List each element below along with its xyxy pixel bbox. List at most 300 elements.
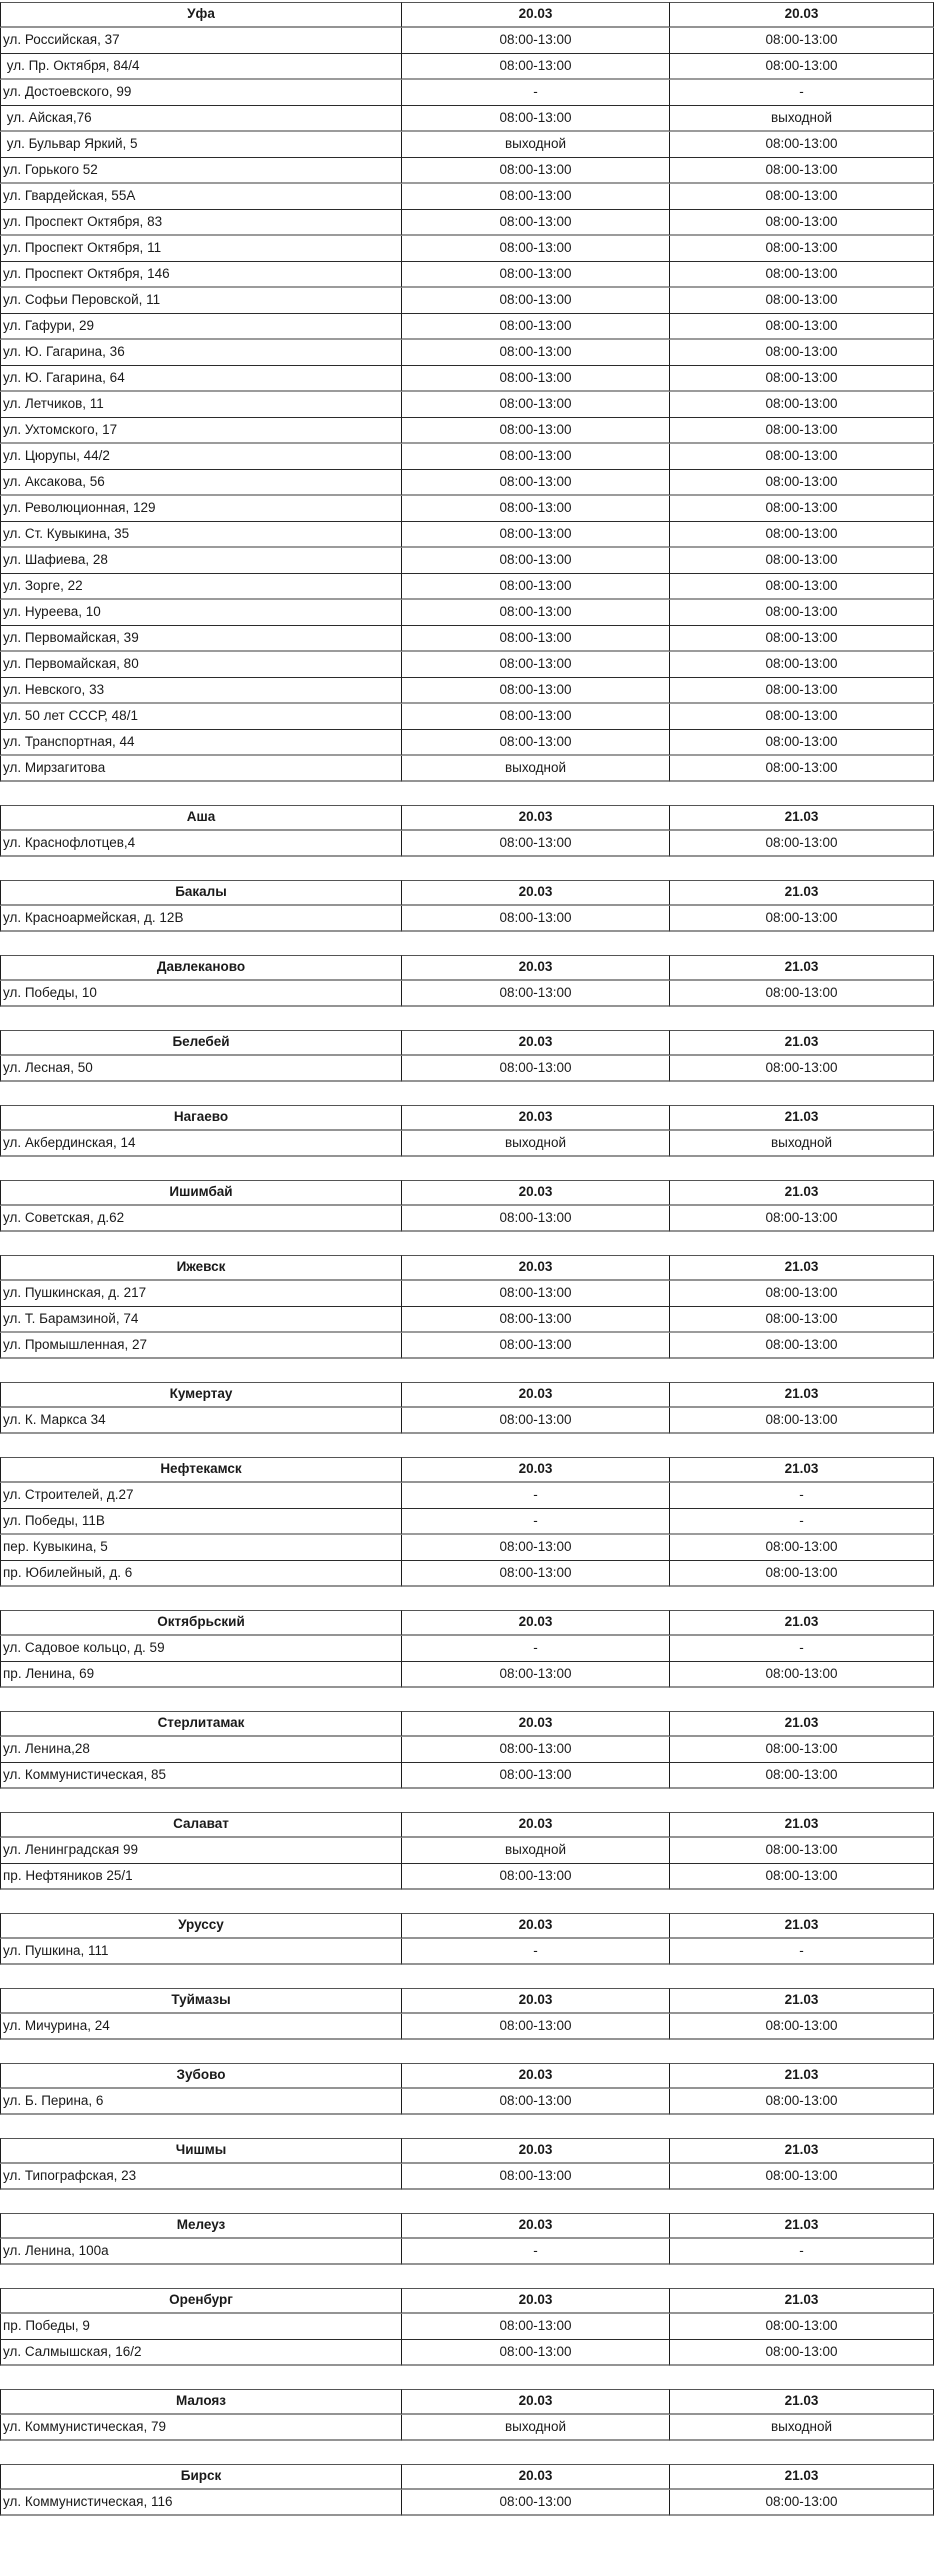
table-header-row: [0, 2213, 934, 2239]
table-row: [0, 756, 934, 782]
date-header-2: 21.03: [670, 955, 934, 981]
table-header-row: [0, 1030, 934, 1056]
city-name-header: Уфа: [0, 2, 402, 28]
hours-cell-1: 08:00-13:00: [402, 678, 670, 704]
hours-cell-1: 08:00-13:00: [402, 2340, 670, 2366]
table-row: [0, 2239, 934, 2265]
hours-cell-1: 08:00-13:00: [402, 1206, 670, 1232]
table-row: [0, 184, 934, 210]
address-cell: ул. Б. Перина, 6: [0, 2089, 402, 2115]
address-cell: ул. Промышленная, 27: [0, 1333, 402, 1359]
city-name-header: Салават: [0, 1812, 402, 1838]
date-header-1: 20.03: [402, 2138, 670, 2164]
date-header-2: 21.03: [670, 2464, 934, 2490]
address-cell: пер. Кувыкина, 5: [0, 1535, 402, 1561]
table-row: [0, 418, 934, 444]
address-cell: ул. Пушкина, 111: [0, 1939, 402, 1965]
table-row: [0, 54, 934, 80]
table-header-row: [0, 1180, 934, 1206]
table-row: [0, 1509, 934, 1535]
hours-cell-1: 08:00-13:00: [402, 1333, 670, 1359]
table-row: [0, 496, 934, 522]
hours-cell-1: 08:00-13:00: [402, 288, 670, 314]
table-row: [0, 340, 934, 366]
table-header-row: [0, 1457, 934, 1483]
city-name-header: Зубово: [0, 2063, 402, 2089]
address-cell: ул. Шафиева, 28: [0, 548, 402, 574]
hours-cell-1: выходной: [402, 1131, 670, 1157]
hours-cell-2: 08:00-13:00: [670, 470, 934, 496]
address-cell: ул. Зорге, 22: [0, 574, 402, 600]
city-name-header: Ижевск: [0, 1255, 402, 1281]
hours-cell-2: 08:00-13:00: [670, 2340, 934, 2366]
city-name-header: Бакалы: [0, 880, 402, 906]
table-row: [0, 2340, 934, 2366]
address-cell: ул. Мичурина, 24: [0, 2014, 402, 2040]
city-name-header: Нагаево: [0, 1105, 402, 1131]
table-row: [0, 1561, 934, 1587]
table-row: [0, 158, 934, 184]
address-cell: ул. Айская,76: [0, 106, 402, 132]
table-row: [0, 2490, 934, 2516]
table-row: [0, 2415, 934, 2441]
hours-cell-2: 08:00-13:00: [670, 600, 934, 626]
table-row: [0, 574, 934, 600]
date-header-1: 20.03: [402, 2389, 670, 2415]
hours-cell-2: 08:00-13:00: [670, 1763, 934, 1789]
table-row: [0, 28, 934, 54]
table-header-row: [0, 1988, 934, 2014]
city-schedule-table-Белебей: [0, 1030, 934, 1082]
address-cell: ул. Ленина,28: [0, 1737, 402, 1763]
hours-cell-1: 08:00-13:00: [402, 444, 670, 470]
city-name-header: Ишимбай: [0, 1180, 402, 1206]
hours-cell-2: 08:00-13:00: [670, 366, 934, 392]
city-schedule-table-Салават: [0, 1812, 934, 1890]
hours-cell-2: 08:00-13:00: [670, 54, 934, 80]
table-row: [0, 1763, 934, 1789]
hours-cell-1: 08:00-13:00: [402, 831, 670, 857]
city-schedule-table-Нефтекамск: [0, 1457, 934, 1587]
hours-cell-2: 08:00-13:00: [670, 1333, 934, 1359]
hours-cell-1: 08:00-13:00: [402, 2014, 670, 2040]
hours-cell-2: 08:00-13:00: [670, 1535, 934, 1561]
address-cell: ул. Гафури, 29: [0, 314, 402, 340]
date-header-2: 21.03: [670, 1255, 934, 1281]
hours-cell-2: 08:00-13:00: [670, 906, 934, 932]
hours-cell-1: 08:00-13:00: [402, 574, 670, 600]
date-header-2: 21.03: [670, 2389, 934, 2415]
date-header-1: 20.03: [402, 880, 670, 906]
address-cell: ул. Пр. Октября, 84/4: [0, 54, 402, 80]
table-header-row: [0, 880, 934, 906]
city-name-header: Аша: [0, 805, 402, 831]
hours-cell-2: 08:00-13:00: [670, 1307, 934, 1333]
address-cell: ул. Пушкинская, д. 217: [0, 1281, 402, 1307]
date-header-1: 20.03: [402, 805, 670, 831]
address-cell: ул. Ю. Гагарина, 64: [0, 366, 402, 392]
hours-cell-2: 08:00-13:00: [670, 340, 934, 366]
hours-cell-1: 08:00-13:00: [402, 2164, 670, 2190]
address-cell: ул. Краснофлотцев,4: [0, 831, 402, 857]
date-header-2: 21.03: [670, 2213, 934, 2239]
table-row: [0, 548, 934, 574]
date-header-1: 20.03: [402, 1105, 670, 1131]
hours-cell-2: 08:00-13:00: [670, 132, 934, 158]
hours-cell-1: 08:00-13:00: [402, 184, 670, 210]
city-schedule-table-Давлеканово: [0, 955, 934, 1007]
city-schedule-table-Нагаево: [0, 1105, 934, 1157]
date-header-2: 21.03: [670, 1457, 934, 1483]
table-header-row: [0, 2063, 934, 2089]
date-header-2: 21.03: [670, 1610, 934, 1636]
hours-cell-1: 08:00-13:00: [402, 1281, 670, 1307]
date-header-1: 20.03: [402, 955, 670, 981]
address-cell: ул. Победы, 10: [0, 981, 402, 1007]
date-header-1: 20.03: [402, 2, 670, 28]
city-name-header: Чишмы: [0, 2138, 402, 2164]
hours-cell-1: выходной: [402, 1838, 670, 1864]
table-row: [0, 1056, 934, 1082]
address-cell: ул. Софьи Перовской, 11: [0, 288, 402, 314]
city-name-header: Оренбург: [0, 2288, 402, 2314]
city-schedule-table-Туймазы: [0, 1988, 934, 2040]
hours-cell-1: 08:00-13:00: [402, 418, 670, 444]
date-header-2: 21.03: [670, 1382, 934, 1408]
table-row: [0, 1333, 934, 1359]
city-schedule-table-Мелеуз: [0, 2213, 934, 2265]
table-row: [0, 2014, 934, 2040]
address-cell: ул. Цюрупы, 44/2: [0, 444, 402, 470]
hours-cell-1: 08:00-13:00: [402, 314, 670, 340]
hours-cell-1: 08:00-13:00: [402, 522, 670, 548]
hours-cell-1: -: [402, 1939, 670, 1965]
table-row: [0, 704, 934, 730]
hours-cell-1: -: [402, 1636, 670, 1662]
date-header-2: 21.03: [670, 2288, 934, 2314]
table-row: [0, 1131, 934, 1157]
city-schedule-table-Аша: [0, 805, 934, 857]
address-cell: ул. Гвардейская, 55А: [0, 184, 402, 210]
hours-cell-2: выходной: [670, 2415, 934, 2441]
hours-cell-1: 08:00-13:00: [402, 600, 670, 626]
address-cell: пр. Юбилейный, д. 6: [0, 1561, 402, 1587]
table-row: [0, 600, 934, 626]
city-name-header: Туймазы: [0, 1988, 402, 2014]
table-row: [0, 1737, 934, 1763]
hours-cell-1: 08:00-13:00: [402, 626, 670, 652]
city-schedule-table-Ишимбай: [0, 1180, 934, 1232]
address-cell: пр. Ленина, 69: [0, 1662, 402, 1688]
hours-cell-2: 08:00-13:00: [670, 444, 934, 470]
city-schedule-table-Уфа: [0, 2, 934, 782]
address-cell: ул. Коммунистическая, 85: [0, 1763, 402, 1789]
hours-cell-2: -: [670, 1939, 934, 1965]
hours-cell-2: 08:00-13:00: [670, 2014, 934, 2040]
hours-cell-2: 08:00-13:00: [670, 2490, 934, 2516]
hours-cell-1: 08:00-13:00: [402, 262, 670, 288]
table-row: [0, 1535, 934, 1561]
address-cell: ул. К. Маркса 34: [0, 1408, 402, 1434]
address-cell: ул. Победы, 11В: [0, 1509, 402, 1535]
table-row: [0, 392, 934, 418]
address-cell: ул. Летчиков, 11: [0, 392, 402, 418]
address-cell: ул. Аксакова, 56: [0, 470, 402, 496]
hours-cell-2: -: [670, 1483, 934, 1509]
hours-cell-1: 08:00-13:00: [402, 906, 670, 932]
table-header-row: [0, 2464, 934, 2490]
address-cell: ул. Ст. Кувыкина, 35: [0, 522, 402, 548]
hours-cell-2: 08:00-13:00: [670, 1056, 934, 1082]
table-row: [0, 132, 934, 158]
hours-cell-2: 08:00-13:00: [670, 314, 934, 340]
table-row: [0, 1838, 934, 1864]
city-name-header: Бирск: [0, 2464, 402, 2490]
city-name-header: Стерлитамак: [0, 1711, 402, 1737]
date-header-2: 20.03: [670, 2, 934, 28]
hours-cell-1: -: [402, 80, 670, 106]
hours-cell-1: 08:00-13:00: [402, 2089, 670, 2115]
table-row: [0, 1864, 934, 1890]
table-row: [0, 906, 934, 932]
city-name-header: Октябрьский: [0, 1610, 402, 1636]
address-cell: ул. Ленинградская 99: [0, 1838, 402, 1864]
hours-cell-1: 08:00-13:00: [402, 1737, 670, 1763]
city-schedule-table-Чишмы: [0, 2138, 934, 2190]
table-header-row: [0, 1711, 934, 1737]
date-header-1: 20.03: [402, 1030, 670, 1056]
address-cell: ул. Ухтомского, 17: [0, 418, 402, 444]
table-row: [0, 80, 934, 106]
table-header-row: [0, 1105, 934, 1131]
city-schedule-table-Малояз: [0, 2389, 934, 2441]
hours-cell-2: 08:00-13:00: [670, 288, 934, 314]
hours-cell-1: 08:00-13:00: [402, 1864, 670, 1890]
table-row: [0, 831, 934, 857]
table-row: [0, 1662, 934, 1688]
city-name-header: Давлеканово: [0, 955, 402, 981]
hours-cell-1: -: [402, 2239, 670, 2265]
table-row: [0, 1307, 934, 1333]
date-header-2: 21.03: [670, 1105, 934, 1131]
date-header-2: 21.03: [670, 2063, 934, 2089]
hours-cell-1: 08:00-13:00: [402, 1535, 670, 1561]
hours-cell-2: 08:00-13:00: [670, 496, 934, 522]
hours-cell-1: 08:00-13:00: [402, 496, 670, 522]
table-row: [0, 106, 934, 132]
hours-cell-1: 08:00-13:00: [402, 1763, 670, 1789]
table-row: [0, 2314, 934, 2340]
table-header-row: [0, 2288, 934, 2314]
address-cell: ул. Салмышская, 16/2: [0, 2340, 402, 2366]
date-header-1: 20.03: [402, 2213, 670, 2239]
hours-cell-2: 08:00-13:00: [670, 678, 934, 704]
date-header-1: 20.03: [402, 2063, 670, 2089]
date-header-1: 20.03: [402, 1711, 670, 1737]
hours-cell-1: -: [402, 1483, 670, 1509]
hours-cell-1: 08:00-13:00: [402, 28, 670, 54]
city-schedule-table-Бирск: [0, 2464, 934, 2516]
city-schedule-table-Кумертау: [0, 1382, 934, 1434]
date-header-2: 21.03: [670, 880, 934, 906]
address-cell: ул. Красноармейская, д. 12В: [0, 906, 402, 932]
table-row: [0, 1483, 934, 1509]
table-header-row: [0, 1382, 934, 1408]
table-row: [0, 1281, 934, 1307]
table-row: [0, 1636, 934, 1662]
address-cell: ул. Проспект Октября, 146: [0, 262, 402, 288]
city-schedule-table-Октябрьский: [0, 1610, 934, 1688]
table-row: [0, 366, 934, 392]
hours-cell-2: 08:00-13:00: [670, 522, 934, 548]
hours-cell-2: -: [670, 80, 934, 106]
hours-cell-2: 08:00-13:00: [670, 1838, 934, 1864]
table-row: [0, 730, 934, 756]
hours-cell-1: 08:00-13:00: [402, 158, 670, 184]
table-header-row: [0, 1913, 934, 1939]
hours-cell-2: 08:00-13:00: [670, 730, 934, 756]
address-cell: ул. Коммунистическая, 116: [0, 2490, 402, 2516]
address-cell: ул. Нуреева, 10: [0, 600, 402, 626]
address-cell: ул. Первомайская, 80: [0, 652, 402, 678]
hours-cell-2: выходной: [670, 106, 934, 132]
date-header-2: 21.03: [670, 1180, 934, 1206]
date-header-1: 20.03: [402, 1812, 670, 1838]
hours-cell-1: 08:00-13:00: [402, 392, 670, 418]
date-header-2: 21.03: [670, 1711, 934, 1737]
hours-cell-2: 08:00-13:00: [670, 756, 934, 782]
hours-cell-2: -: [670, 1509, 934, 1535]
city-schedule-table-Уруссу: [0, 1913, 934, 1965]
hours-cell-2: 08:00-13:00: [670, 158, 934, 184]
hours-cell-2: 08:00-13:00: [670, 831, 934, 857]
table-row: [0, 522, 934, 548]
date-header-1: 20.03: [402, 1988, 670, 2014]
city-schedule-table-Зубово: [0, 2063, 934, 2115]
table-row: [0, 2089, 934, 2115]
address-cell: ул. Революционная, 129: [0, 496, 402, 522]
hours-cell-2: 08:00-13:00: [670, 1662, 934, 1688]
city-name-header: Уруссу: [0, 1913, 402, 1939]
hours-cell-1: выходной: [402, 2415, 670, 2441]
hours-cell-2: 08:00-13:00: [670, 184, 934, 210]
date-header-1: 20.03: [402, 1610, 670, 1636]
hours-cell-2: 08:00-13:00: [670, 626, 934, 652]
hours-cell-1: 08:00-13:00: [402, 106, 670, 132]
hours-cell-1: 08:00-13:00: [402, 236, 670, 262]
city-name-header: Белебей: [0, 1030, 402, 1056]
address-cell: ул. Т. Барамзиной, 74: [0, 1307, 402, 1333]
hours-cell-2: 08:00-13:00: [670, 981, 934, 1007]
address-cell: ул. Ленина, 100а: [0, 2239, 402, 2265]
hours-cell-1: 08:00-13:00: [402, 730, 670, 756]
address-cell: ул. Акбердинская, 14: [0, 1131, 402, 1157]
table-header-row: [0, 1812, 934, 1838]
date-header-1: 20.03: [402, 1180, 670, 1206]
hours-cell-2: 08:00-13:00: [670, 1408, 934, 1434]
hours-cell-1: 08:00-13:00: [402, 1561, 670, 1587]
hours-cell-2: -: [670, 1636, 934, 1662]
date-header-2: 21.03: [670, 1812, 934, 1838]
address-cell: ул. Бульвар Яркий, 5: [0, 132, 402, 158]
hours-cell-1: 08:00-13:00: [402, 704, 670, 730]
hours-cell-1: выходной: [402, 132, 670, 158]
hours-cell-2: 08:00-13:00: [670, 236, 934, 262]
table-header-row: [0, 2138, 934, 2164]
table-row: [0, 2164, 934, 2190]
city-name-header: Нефтекамск: [0, 1457, 402, 1483]
table-header-row: [0, 1610, 934, 1636]
date-header-2: 21.03: [670, 1913, 934, 1939]
table-header-row: [0, 2389, 934, 2415]
hours-cell-2: 08:00-13:00: [670, 1561, 934, 1587]
address-cell: ул. Невского, 33: [0, 678, 402, 704]
hours-cell-1: 08:00-13:00: [402, 2314, 670, 2340]
table-header-row: [0, 805, 934, 831]
hours-cell-2: 08:00-13:00: [670, 28, 934, 54]
table-row: [0, 626, 934, 652]
table-row: [0, 210, 934, 236]
table-row: [0, 678, 934, 704]
table-row: [0, 236, 934, 262]
hours-cell-2: 08:00-13:00: [670, 652, 934, 678]
address-cell: ул. Проспект Октября, 11: [0, 236, 402, 262]
hours-cell-2: 08:00-13:00: [670, 1864, 934, 1890]
address-cell: пр. Нефтяников 25/1: [0, 1864, 402, 1890]
table-header-row: [0, 1255, 934, 1281]
hours-cell-2: -: [670, 2239, 934, 2265]
date-header-1: 20.03: [402, 2288, 670, 2314]
hours-cell-1: 08:00-13:00: [402, 210, 670, 236]
address-cell: ул. Транспортная, 44: [0, 730, 402, 756]
address-cell: ул. Ю. Гагарина, 36: [0, 340, 402, 366]
date-header-1: 20.03: [402, 1913, 670, 1939]
hours-cell-2: 08:00-13:00: [670, 1206, 934, 1232]
hours-cell-1: 08:00-13:00: [402, 981, 670, 1007]
hours-cell-1: 08:00-13:00: [402, 548, 670, 574]
city-schedule-table-Оренбург: [0, 2288, 934, 2366]
hours-cell-2: 08:00-13:00: [670, 392, 934, 418]
address-cell: ул. Лесная, 50: [0, 1056, 402, 1082]
hours-cell-2: 08:00-13:00: [670, 418, 934, 444]
hours-cell-1: выходной: [402, 756, 670, 782]
address-cell: ул. Типографская, 23: [0, 2164, 402, 2190]
city-schedule-table-Ижевск: [0, 1255, 934, 1359]
table-header-row: [0, 955, 934, 981]
city-name-header: Мелеуз: [0, 2213, 402, 2239]
address-cell: ул. Строителей, д.27: [0, 1483, 402, 1509]
schedule-document: [0, 2, 934, 2516]
hours-cell-2: 08:00-13:00: [670, 704, 934, 730]
hours-cell-2: 08:00-13:00: [670, 1281, 934, 1307]
date-header-1: 20.03: [402, 1382, 670, 1408]
city-name-header: Малояз: [0, 2389, 402, 2415]
table-header-row: [0, 2, 934, 28]
address-cell: пр. Победы, 9: [0, 2314, 402, 2340]
date-header-2: 21.03: [670, 2138, 934, 2164]
city-name-header: Кумертау: [0, 1382, 402, 1408]
hours-cell-1: 08:00-13:00: [402, 470, 670, 496]
hours-cell-1: 08:00-13:00: [402, 1662, 670, 1688]
table-row: [0, 1206, 934, 1232]
address-cell: ул. Первомайская, 39: [0, 626, 402, 652]
hours-cell-1: 08:00-13:00: [402, 1307, 670, 1333]
hours-cell-2: 08:00-13:00: [670, 210, 934, 236]
hours-cell-2: 08:00-13:00: [670, 2314, 934, 2340]
hours-cell-2: 08:00-13:00: [670, 262, 934, 288]
city-schedule-table-Стерлитамак: [0, 1711, 934, 1789]
table-row: [0, 288, 934, 314]
